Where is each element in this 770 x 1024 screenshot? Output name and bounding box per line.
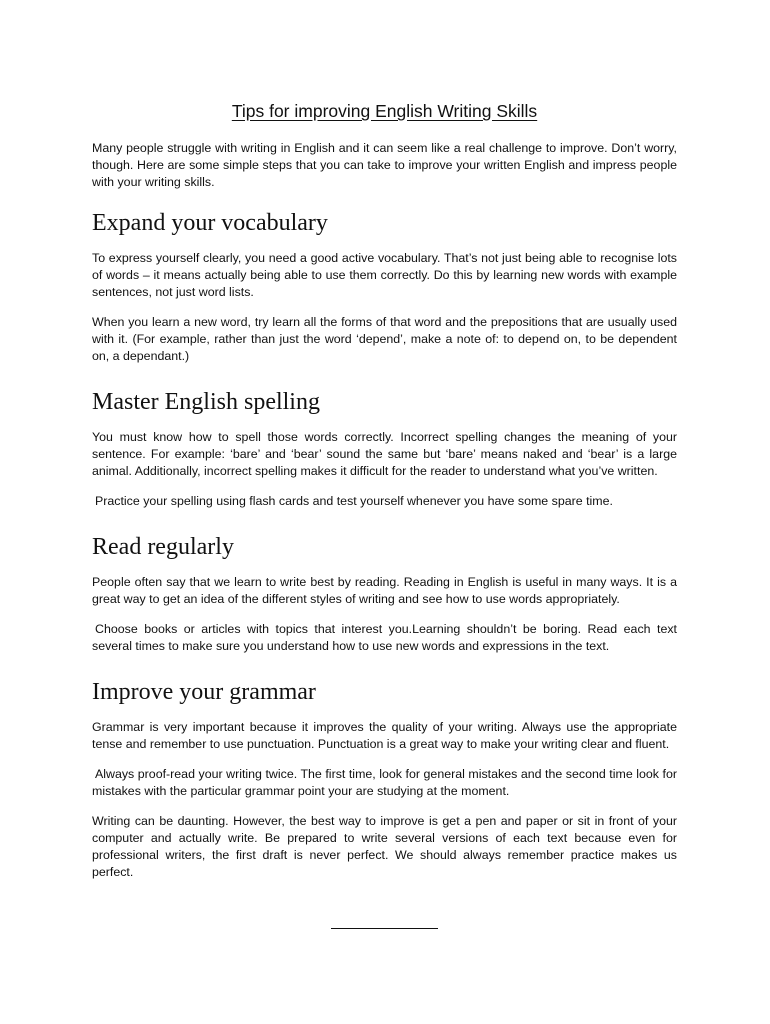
section-heading: Improve your grammar xyxy=(92,679,316,705)
section-paragraph: Writing can be daunting. However, the best way to improve is get a pen and paper or sit in front of your computer and actually write. Be prepared to write several versions of each text because even for professional writers, the first draft is never perfect. We should always remember practice makes us perfect. xyxy=(92,814,677,879)
end-divider-line xyxy=(331,928,438,929)
section-read-regularly xyxy=(92,532,677,655)
intro-paragraph: Many people struggle with writing in English and it can seem like a real challenge to improve. Don’t worry, though. Here are some simple steps that you can take to improve your written English and impress people with your writing skills. xyxy=(92,141,677,189)
section-paragraph: You must know how to spell those words correctly. Incorrect spelling changes the meaning of your sentence. For example: ‘bare’ and ‘bear’ sound the same but ‘bare’ means naked and ‘bear’ is a large animal. Additionally, incorrect spelling makes it difficult for the reader to understand what you’ve written. xyxy=(92,430,677,478)
section-paragraph: Grammar is very important because it improves the quality of your writing. Always use the appropriate tense and remember to use punctuation. Punctuation is a great way to make your writing clear and fluent. xyxy=(92,720,677,751)
section-paragraph: When you learn a new word, try learn all the forms of that word and the prepositions that are usually used with it. (For example, rather than just the word ‘depend’, make a note of: to depend on, to be dependent on, a dependant.) xyxy=(92,315,677,363)
section-expand-vocabulary xyxy=(92,208,677,365)
section-heading: Expand your vocabulary xyxy=(92,210,328,236)
section-paragraph: To express yourself clearly, you need a good active vocabulary. That’s not just being able to recognise lots of words – it means actually being able to use them correctly. Do this by learning new words with example sentences, not just word lists. xyxy=(92,251,677,299)
document-page xyxy=(92,100,677,894)
section-master-spelling xyxy=(92,387,677,510)
section-heading: Master English spelling xyxy=(92,389,320,415)
section-paragraph: Choose books or articles with topics that interest you.Learning shouldn’t be boring. Read each text several times to make sure you understand how to use new words and expressions in the text. xyxy=(92,622,677,653)
section-paragraph: Always proof-read your writing twice. The first time, look for general mistakes and the second time look for mistakes with the particular grammar point your are studying at the moment. xyxy=(92,767,677,798)
section-improve-grammar xyxy=(92,677,677,881)
section-paragraph: Practice your spelling using flash cards and test yourself whenever you have some spare time. xyxy=(95,494,613,508)
section-paragraph: People often say that we learn to write best by reading. Reading in English is useful in many ways. It is a great way to get an idea of the different styles of writing and see how to use words appropriately. xyxy=(92,575,677,606)
document-title: Tips for improving English Writing Skills xyxy=(231,101,538,121)
section-heading: Read regularly xyxy=(92,534,234,560)
